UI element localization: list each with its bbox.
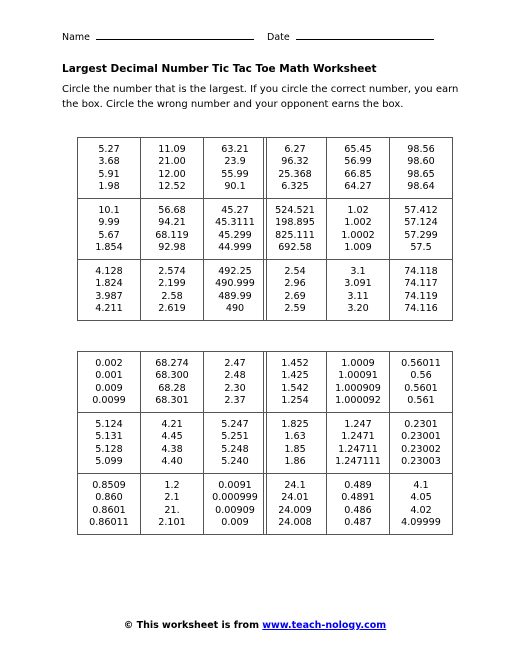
number-option[interactable]: 0.860 bbox=[95, 492, 123, 504]
number-option[interactable]: 2.54 bbox=[284, 266, 306, 277]
number-list bbox=[204, 474, 266, 530]
number-option[interactable]: 4.05 bbox=[410, 492, 432, 504]
number-option[interactable]: 4.09999 bbox=[401, 517, 441, 529]
number-option[interactable]: 1.63 bbox=[284, 431, 306, 443]
number-option[interactable]: 5.240 bbox=[221, 456, 249, 468]
number-option[interactable]: 4.45 bbox=[161, 431, 183, 443]
number-option[interactable]: 2.48 bbox=[224, 370, 246, 382]
number-option[interactable]: 45.3111 bbox=[215, 217, 255, 229]
number-option[interactable]: 2.619 bbox=[158, 303, 186, 315]
board-box[interactable] bbox=[78, 413, 141, 474]
number-option[interactable]: 0.23003 bbox=[401, 456, 441, 468]
number-option[interactable]: 6.325 bbox=[281, 181, 309, 193]
number-list bbox=[141, 413, 203, 469]
number-option[interactable]: 3.987 bbox=[95, 290, 123, 302]
board-box[interactable] bbox=[390, 260, 453, 321]
number-option[interactable]: 1.452 bbox=[281, 358, 309, 369]
instructions: Circle the number that is the largest. If you circle the correct number, you earn the box. Circle the wrong number and your opponent earns the box. bbox=[62, 84, 459, 110]
number-option[interactable]: 490.999 bbox=[215, 278, 255, 290]
number-option[interactable]: 21.00 bbox=[158, 156, 186, 168]
number-option[interactable]: 98.56 bbox=[407, 144, 435, 155]
number-option[interactable]: 92.98 bbox=[158, 242, 186, 254]
number-option[interactable]: 2.58 bbox=[161, 290, 183, 302]
board-box[interactable] bbox=[390, 352, 453, 413]
board-box[interactable] bbox=[204, 260, 267, 321]
number-option[interactable]: 3.1 bbox=[350, 266, 366, 277]
number-option[interactable]: 2.1 bbox=[164, 492, 180, 504]
number-option[interactable]: 65.45 bbox=[344, 144, 372, 155]
number-option[interactable]: 1.98 bbox=[98, 181, 120, 193]
number-option[interactable]: 1.002 bbox=[344, 217, 372, 229]
board-box[interactable] bbox=[78, 138, 141, 199]
footer-text: © This worksheet is from bbox=[123, 620, 263, 631]
date-block bbox=[267, 31, 434, 43]
number-list bbox=[78, 474, 140, 530]
number-option[interactable]: 1.542 bbox=[281, 382, 309, 394]
name-field[interactable] bbox=[96, 31, 254, 40]
number-option[interactable]: 24.008 bbox=[278, 517, 312, 529]
number-option[interactable]: 98.65 bbox=[407, 168, 435, 180]
header-row bbox=[62, 31, 290, 43]
number-option[interactable]: 1.824 bbox=[95, 278, 123, 290]
number-option[interactable]: 1.00091 bbox=[338, 370, 378, 382]
number-option[interactable]: 45.27 bbox=[221, 205, 249, 216]
board-box[interactable] bbox=[390, 199, 453, 260]
number-option[interactable]: 12.00 bbox=[158, 168, 186, 180]
number-option[interactable]: 0.002 bbox=[95, 358, 123, 369]
number-option[interactable]: 1.85 bbox=[284, 443, 306, 455]
number-option[interactable]: 5.67 bbox=[98, 229, 120, 241]
number-option[interactable]: 5.247 bbox=[221, 419, 249, 430]
board-box[interactable] bbox=[141, 199, 204, 260]
number-option[interactable]: 0.486 bbox=[344, 504, 372, 516]
number-option[interactable]: 825.111 bbox=[275, 229, 315, 241]
number-option[interactable]: 692.58 bbox=[278, 242, 312, 254]
number-option[interactable]: 94.21 bbox=[158, 217, 186, 229]
number-option[interactable]: 24.009 bbox=[278, 504, 312, 516]
number-option[interactable]: 9.99 bbox=[98, 217, 120, 229]
number-option[interactable]: 68.119 bbox=[155, 229, 189, 241]
number-option[interactable]: 5.131 bbox=[95, 431, 123, 443]
number-option[interactable]: 4.128 bbox=[95, 266, 123, 277]
board-box[interactable] bbox=[264, 474, 327, 535]
board-box[interactable] bbox=[204, 413, 267, 474]
board-box[interactable] bbox=[327, 413, 390, 474]
number-list bbox=[141, 199, 203, 255]
number-option[interactable]: 524.521 bbox=[275, 205, 315, 216]
number-list bbox=[204, 352, 266, 408]
number-option[interactable]: 96.32 bbox=[281, 156, 309, 168]
number-list bbox=[264, 260, 326, 316]
number-option[interactable]: 2.96 bbox=[284, 278, 306, 290]
number-list bbox=[390, 260, 452, 316]
number-list bbox=[390, 413, 452, 469]
board-box[interactable] bbox=[141, 474, 204, 535]
number-option[interactable]: 56.68 bbox=[158, 205, 186, 216]
number-option[interactable]: 45.299 bbox=[218, 229, 252, 241]
board-box[interactable] bbox=[204, 474, 267, 535]
number-option[interactable]: 74.116 bbox=[404, 303, 438, 315]
number-option[interactable]: 198.895 bbox=[275, 217, 315, 229]
number-option[interactable]: 4.02 bbox=[410, 504, 432, 516]
number-option[interactable]: 0.86011 bbox=[89, 517, 129, 529]
board-box[interactable] bbox=[390, 138, 453, 199]
number-list bbox=[78, 260, 140, 316]
number-option[interactable]: 2.69 bbox=[284, 290, 306, 302]
tic-tac-toe-board bbox=[77, 351, 267, 535]
number-option[interactable]: 1.0002 bbox=[341, 229, 375, 241]
number-list bbox=[327, 352, 389, 408]
number-option[interactable]: 4.38 bbox=[161, 443, 183, 455]
number-option[interactable]: 5.27 bbox=[98, 144, 120, 155]
number-option[interactable]: 0.0091 bbox=[218, 480, 252, 491]
number-list bbox=[264, 474, 326, 530]
number-option[interactable]: 1.2471 bbox=[341, 431, 375, 443]
number-option[interactable]: 66.85 bbox=[344, 168, 372, 180]
number-option[interactable]: 492.25 bbox=[218, 266, 252, 277]
number-option[interactable]: 11.09 bbox=[158, 144, 186, 155]
number-list bbox=[327, 474, 389, 530]
board-box[interactable] bbox=[78, 260, 141, 321]
number-list bbox=[264, 199, 326, 255]
tic-tac-toe-board bbox=[263, 137, 453, 321]
number-list bbox=[141, 260, 203, 316]
number-option[interactable]: 2.199 bbox=[158, 278, 186, 290]
number-option[interactable]: 5.128 bbox=[95, 443, 123, 455]
board-box[interactable] bbox=[264, 352, 327, 413]
board-box[interactable] bbox=[264, 260, 327, 321]
number-option[interactable]: 0.0099 bbox=[92, 395, 126, 407]
number-option[interactable]: 5.91 bbox=[98, 168, 120, 180]
number-option[interactable]: 68.28 bbox=[158, 382, 186, 394]
number-option[interactable]: 1.425 bbox=[281, 370, 309, 382]
board-box[interactable] bbox=[327, 352, 390, 413]
number-option[interactable]: 1.000092 bbox=[335, 395, 381, 407]
number-option[interactable]: 0.009 bbox=[221, 517, 249, 529]
number-list bbox=[141, 474, 203, 530]
date-label: Date bbox=[267, 32, 290, 43]
name-label: Name bbox=[62, 32, 91, 43]
board-box[interactable] bbox=[78, 474, 141, 535]
number-option[interactable]: 5.251 bbox=[221, 431, 249, 443]
number-option[interactable]: 1.86 bbox=[284, 456, 306, 468]
board-box[interactable] bbox=[204, 199, 267, 260]
number-option[interactable]: 0.8509 bbox=[92, 480, 126, 491]
number-option[interactable]: 21. bbox=[164, 504, 180, 516]
number-option[interactable]: 0.487 bbox=[344, 517, 372, 529]
number-option[interactable]: 0.2301 bbox=[404, 419, 438, 430]
number-list bbox=[264, 413, 326, 469]
tic-tac-toe-board bbox=[263, 351, 453, 535]
number-list bbox=[204, 260, 266, 316]
number-list bbox=[327, 138, 389, 194]
number-option[interactable]: 0.000999 bbox=[212, 492, 258, 504]
number-option[interactable]: 5.099 bbox=[95, 456, 123, 468]
number-option[interactable]: 490 bbox=[225, 303, 245, 315]
number-list bbox=[78, 352, 140, 408]
board-box[interactable] bbox=[264, 138, 327, 199]
board-box[interactable] bbox=[264, 413, 327, 474]
number-option[interactable]: 57.412 bbox=[404, 205, 438, 216]
number-option[interactable]: 1.254 bbox=[281, 395, 309, 407]
board-box[interactable] bbox=[264, 199, 327, 260]
number-option[interactable]: 23.9 bbox=[224, 156, 246, 168]
number-option[interactable]: 1.825 bbox=[281, 419, 309, 430]
number-option[interactable]: 64.27 bbox=[344, 181, 372, 193]
number-option[interactable]: 4.40 bbox=[161, 456, 183, 468]
number-list bbox=[327, 260, 389, 316]
number-option[interactable]: 63.21 bbox=[221, 144, 249, 155]
number-option[interactable]: 44.999 bbox=[218, 242, 252, 254]
board-box[interactable] bbox=[204, 138, 267, 199]
number-option[interactable]: 98.64 bbox=[407, 181, 435, 193]
number-list bbox=[141, 138, 203, 194]
worksheet-title: Largest Decimal Number Tic Tac Toe Math Worksheet bbox=[62, 63, 377, 75]
number-option[interactable]: 2.30 bbox=[224, 382, 246, 394]
number-option[interactable]: 2.59 bbox=[284, 303, 306, 315]
board-box[interactable] bbox=[141, 352, 204, 413]
number-option[interactable]: 5.124 bbox=[95, 419, 123, 430]
number-option[interactable]: 0.001 bbox=[95, 370, 123, 382]
number-list bbox=[390, 474, 452, 530]
number-option[interactable]: 24.01 bbox=[281, 492, 309, 504]
board-box[interactable] bbox=[327, 260, 390, 321]
number-list bbox=[390, 138, 452, 194]
number-option[interactable]: 1.0009 bbox=[341, 358, 375, 369]
number-option[interactable]: 0.23001 bbox=[401, 431, 441, 443]
number-option[interactable]: 0.489 bbox=[344, 480, 372, 491]
board-box[interactable] bbox=[390, 474, 453, 535]
number-option[interactable]: 3.68 bbox=[98, 156, 120, 168]
board-box[interactable] bbox=[204, 352, 267, 413]
board-box[interactable] bbox=[141, 138, 204, 199]
number-option[interactable]: 4.21 bbox=[161, 419, 183, 430]
number-option[interactable]: 1.247 bbox=[344, 419, 372, 430]
number-option[interactable]: 1.2 bbox=[164, 480, 180, 491]
number-list bbox=[327, 413, 389, 469]
number-list bbox=[78, 413, 140, 469]
number-option[interactable]: 0.00909 bbox=[215, 504, 255, 516]
board-box[interactable] bbox=[327, 474, 390, 535]
number-option[interactable]: 24.1 bbox=[284, 480, 306, 491]
number-option[interactable]: 57.299 bbox=[404, 229, 438, 241]
number-option[interactable]: 1.854 bbox=[95, 242, 123, 254]
number-list bbox=[78, 138, 140, 194]
number-option[interactable]: 57.5 bbox=[410, 242, 432, 254]
number-list bbox=[390, 352, 452, 408]
number-option[interactable]: 2.574 bbox=[158, 266, 186, 277]
number-option[interactable]: 1.009 bbox=[344, 242, 372, 254]
number-option[interactable]: 489.99 bbox=[218, 290, 252, 302]
footer-link[interactable]: www.teach-nology.com bbox=[262, 620, 387, 631]
number-option[interactable]: 3.20 bbox=[347, 303, 369, 315]
number-option[interactable]: 6.27 bbox=[284, 144, 306, 155]
board-box[interactable] bbox=[390, 413, 453, 474]
number-option[interactable]: 74.118 bbox=[404, 266, 438, 277]
board-box[interactable] bbox=[327, 199, 390, 260]
number-list bbox=[327, 199, 389, 255]
number-option[interactable]: 0.009 bbox=[95, 382, 123, 394]
number-option[interactable]: 0.561 bbox=[407, 395, 435, 407]
number-option[interactable]: 98.60 bbox=[407, 156, 435, 168]
number-option[interactable]: 0.4891 bbox=[341, 492, 375, 504]
date-field[interactable] bbox=[296, 31, 434, 40]
number-option[interactable]: 1.247111 bbox=[335, 456, 381, 468]
number-list bbox=[204, 199, 266, 255]
number-option[interactable]: 10.1 bbox=[98, 205, 120, 216]
number-list bbox=[204, 413, 266, 469]
number-list bbox=[264, 352, 326, 408]
board-box[interactable] bbox=[141, 413, 204, 474]
board-box[interactable] bbox=[78, 352, 141, 413]
number-option[interactable]: 0.8601 bbox=[92, 504, 126, 516]
number-option[interactable]: 4.211 bbox=[95, 303, 123, 315]
number-option[interactable]: 3.091 bbox=[344, 278, 372, 290]
number-option[interactable]: 4.1 bbox=[413, 480, 429, 491]
number-list bbox=[390, 199, 452, 255]
number-option[interactable]: 2.101 bbox=[158, 517, 186, 529]
number-option[interactable]: 55.99 bbox=[221, 168, 249, 180]
number-option[interactable]: 0.56 bbox=[410, 370, 432, 382]
number-option[interactable]: 0.56011 bbox=[401, 358, 441, 369]
number-option[interactable]: 57.124 bbox=[404, 217, 438, 229]
board-box[interactable] bbox=[141, 260, 204, 321]
number-option[interactable]: 1.000909 bbox=[335, 382, 381, 394]
number-option[interactable]: 68.274 bbox=[155, 358, 189, 369]
number-option[interactable]: 1.02 bbox=[347, 205, 369, 216]
number-option[interactable]: 0.23002 bbox=[401, 443, 441, 455]
number-option[interactable]: 12.52 bbox=[158, 181, 186, 193]
number-option[interactable]: 2.37 bbox=[224, 395, 246, 407]
tic-tac-toe-board bbox=[77, 137, 267, 321]
number-list bbox=[141, 352, 203, 408]
number-option[interactable]: 0.5601 bbox=[404, 382, 438, 394]
number-option[interactable]: 25.368 bbox=[278, 168, 312, 180]
number-list bbox=[78, 199, 140, 255]
number-option[interactable]: 3.11 bbox=[347, 290, 369, 302]
footer bbox=[0, 620, 510, 631]
number-option[interactable]: 5.248 bbox=[221, 443, 249, 455]
number-list bbox=[264, 138, 326, 194]
number-list bbox=[204, 138, 266, 194]
number-option[interactable]: 74.117 bbox=[404, 278, 438, 290]
number-option[interactable]: 74.119 bbox=[404, 290, 438, 302]
board-box[interactable] bbox=[327, 138, 390, 199]
board-box[interactable] bbox=[78, 199, 141, 260]
number-option[interactable]: 1.24711 bbox=[338, 443, 378, 455]
number-option[interactable]: 2.47 bbox=[224, 358, 246, 369]
number-option[interactable]: 90.1 bbox=[224, 181, 246, 193]
number-option[interactable]: 68.300 bbox=[155, 370, 189, 382]
number-option[interactable]: 56.99 bbox=[344, 156, 372, 168]
number-option[interactable]: 68.301 bbox=[155, 395, 189, 407]
